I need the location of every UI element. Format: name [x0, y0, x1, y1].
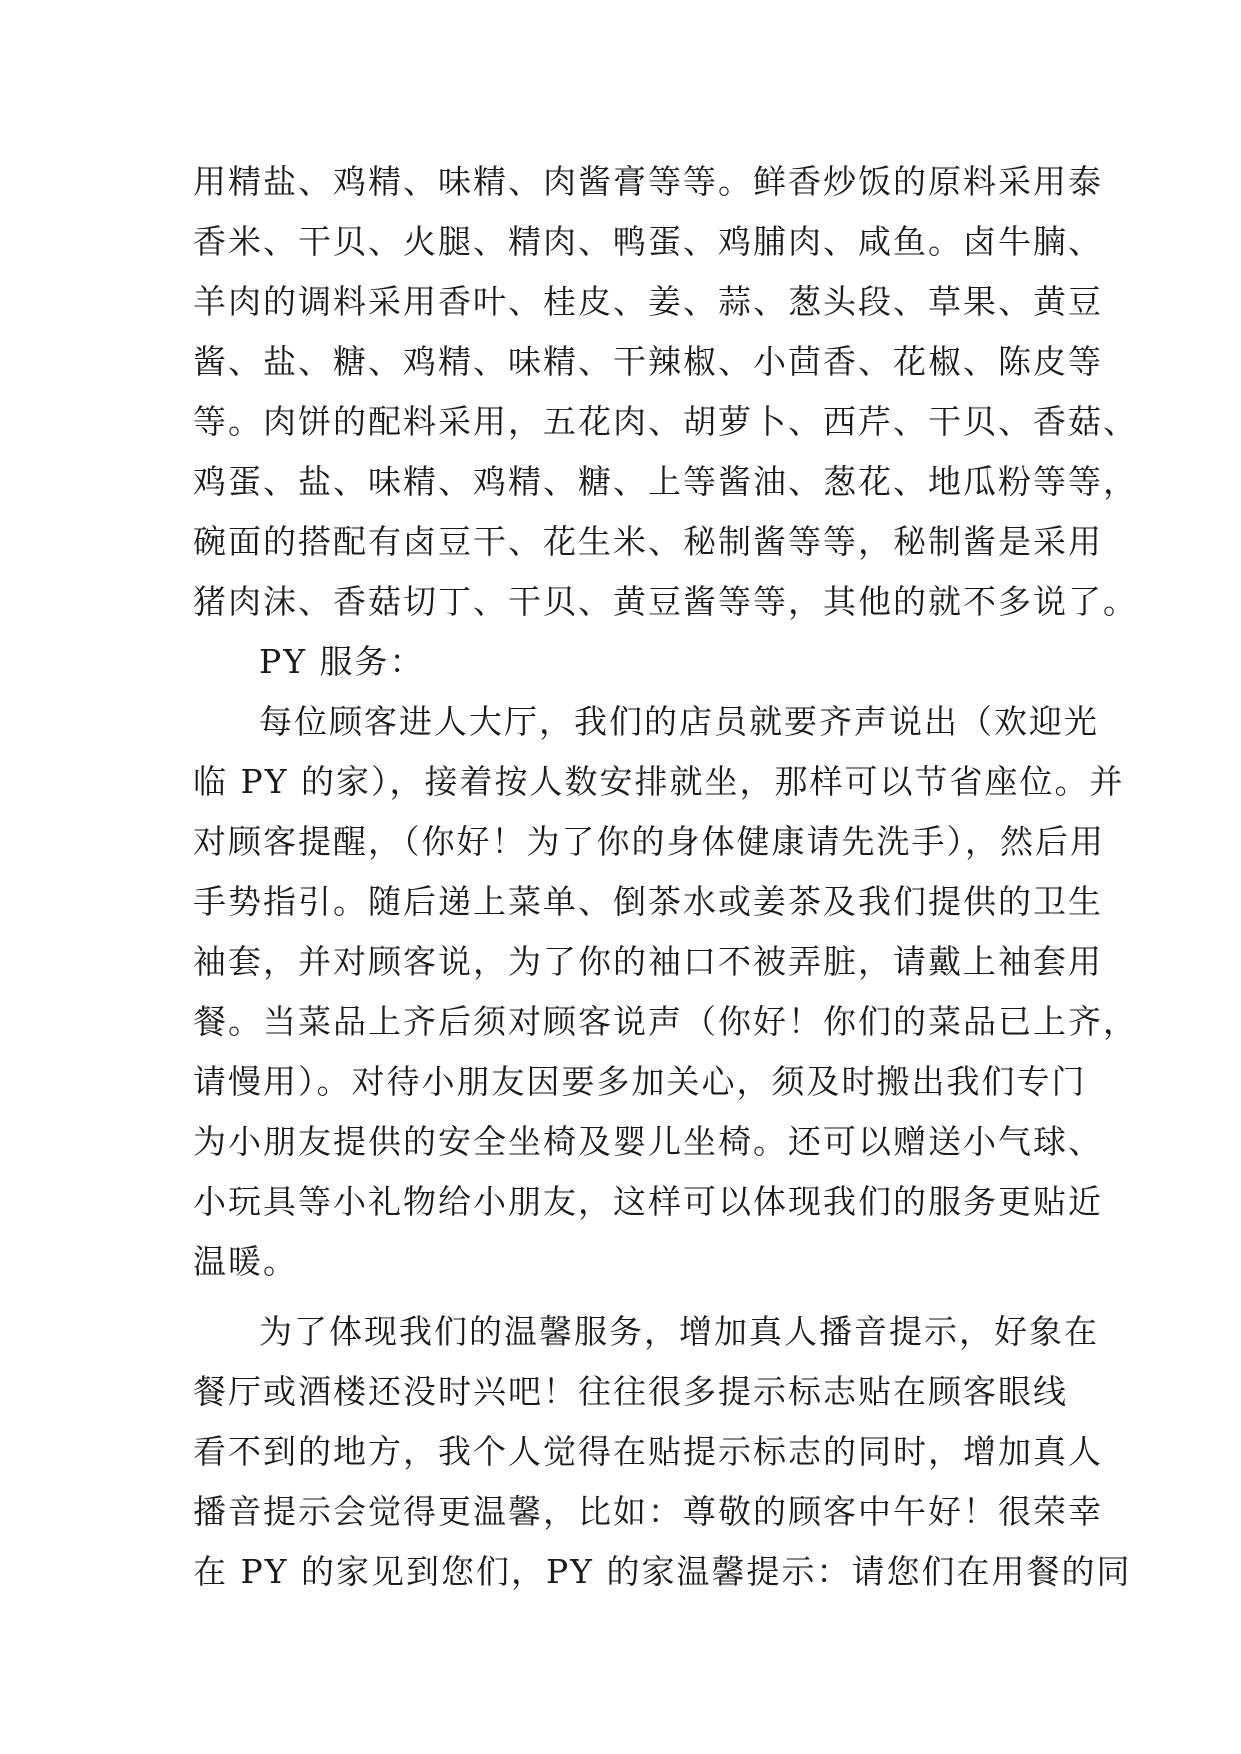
- text-line: 看不到的地方，我个人觉得在贴提示标志的同时，增加真人: [193, 1432, 1103, 1471]
- text-line: 香米、干贝、火腿、精肉、鸭蛋、鸡脯肉、咸鱼。卤牛腩、: [193, 222, 1103, 261]
- text-line: 为小朋友提供的安全坐椅及婴儿坐椅。还可以赠送小气球、: [193, 1122, 1103, 1161]
- text-line: 在 PY 的家见到您们，PY 的家温馨提示：请您们在用餐的同: [193, 1552, 1132, 1591]
- text-line: 袖套，并对顾客说，为了你的袖口不被弄脏，请戴上袖套用: [193, 942, 1103, 981]
- text-line: 临 PY 的家），接着按人数安排就坐，那样可以节省座位。并: [193, 762, 1125, 801]
- text-line: 温暖。: [193, 1242, 298, 1281]
- text-line: 羊肉的调料采用香叶、桂皮、姜、蒜、葱头段、草果、黄豆: [193, 282, 1103, 321]
- text-line: 餐厅或酒楼还没时兴吧！往往很多提示标志贴在顾客眼线: [193, 1372, 1068, 1411]
- text-line: 等。肉饼的配料采用，五花肉、胡萝卜、西芹、干贝、香菇、: [193, 402, 1138, 441]
- text-line: 播音提示会觉得更温馨，比如：尊敬的顾客中午好！很荣幸: [193, 1492, 1103, 1531]
- text-line: 用精盐、鸡精、味精、肉酱膏等等。鲜香炒饭的原料采用泰: [193, 162, 1103, 201]
- text-line: 猪肉沫、香菇切丁、干贝、黄豆酱等等，其他的就不多说了。: [193, 582, 1138, 621]
- text-line: 餐。当菜品上齐后须对顾客说声（你好！你们的菜品已上齐，: [193, 1002, 1138, 1041]
- text-line: 酱、盐、糖、鸡精、味精、干辣椒、小茴香、花椒、陈皮等: [193, 342, 1103, 381]
- text-line: 小玩具等小礼物给小朋友，这样可以体现我们的服务更贴近: [193, 1182, 1103, 1221]
- section-heading: PY 服务：: [259, 642, 425, 681]
- text-line: 鸡蛋、盐、味精、鸡精、糖、上等酱油、葱花、地瓜粉等等，: [193, 462, 1138, 501]
- text-line: 手势指引。随后递上菜单、倒茶水或姜茶及我们提供的卫生: [193, 882, 1103, 921]
- text-line: 对顾客提醒，（你好！为了你的身体健康请先洗手），然后用: [193, 822, 1105, 861]
- text-line: 请慢用）。对待小朋友因要多加关心，须及时搬出我们专门: [193, 1062, 1087, 1101]
- text-line: 碗面的搭配有卤豆干、花生米、秘制酱等等，秘制酱是采用: [193, 522, 1103, 561]
- paragraph-start: 为了体现我们的温馨服务，增加真人播音提示，好象在: [259, 1312, 1099, 1351]
- paragraph-start: 每位顾客进人大厅，我们的店员就要齐声说出（欢迎光: [259, 702, 1099, 741]
